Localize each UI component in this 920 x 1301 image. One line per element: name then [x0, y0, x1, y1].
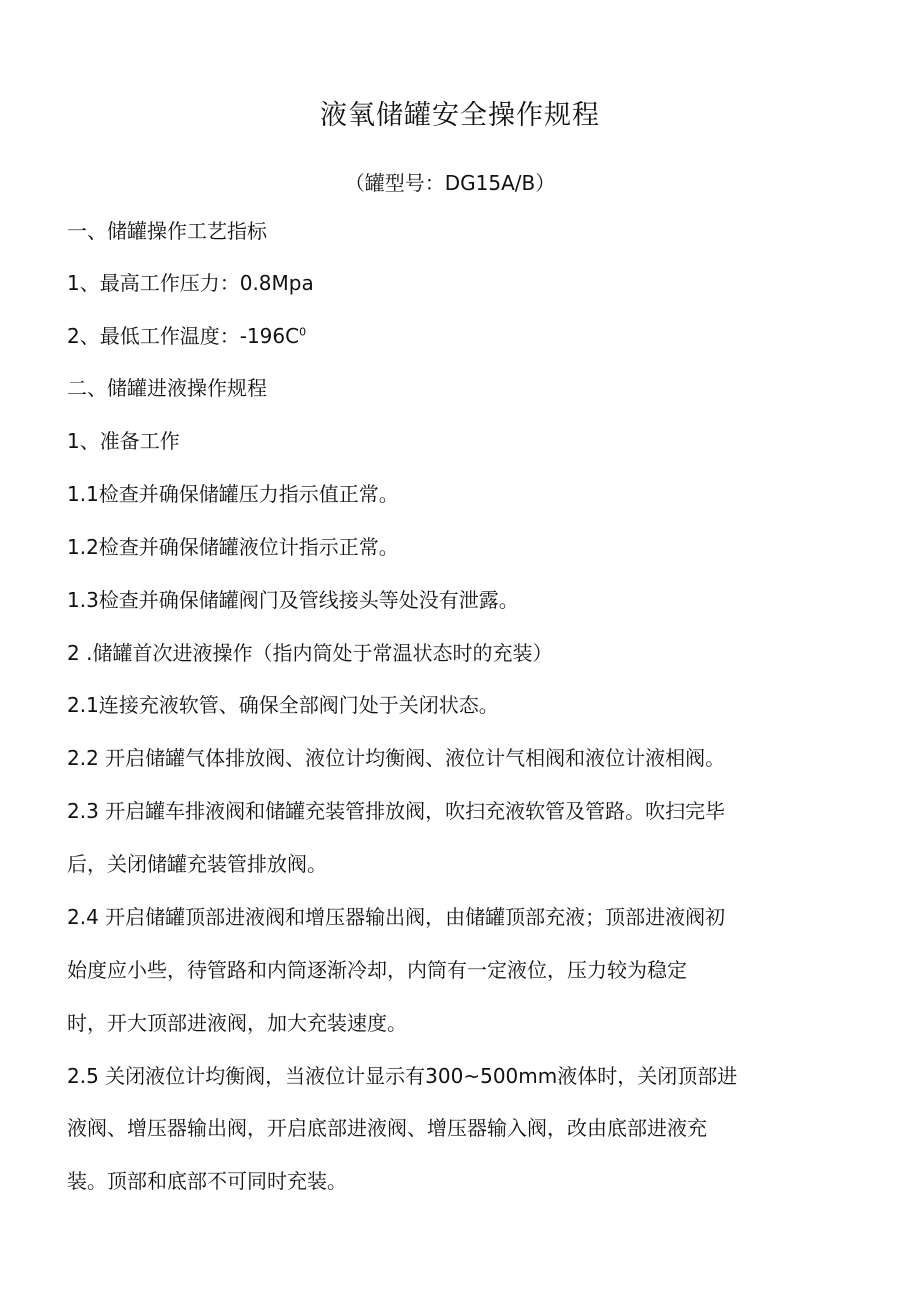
- paragraph-line: 2.1连接充液软管、确保全部阀门处于关闭状态。: [67, 693, 499, 717]
- document-title: 液氧储罐安全操作规程: [320, 100, 600, 131]
- paragraph-line: 1、准备工作: [67, 429, 180, 453]
- paragraph-line: 2.3 开启罐车排液阀和储罐充装管排放阀，吹扫充液软管及管路。吹扫完毕: [67, 799, 726, 823]
- paragraph-line: 2.2 开启储罐气体排放阀、液位计均衡阀、液位计气相阀和液位计液相阀。: [67, 746, 726, 770]
- section-heading: 二、储罐进液操作规程: [67, 376, 267, 400]
- paragraph-line: 时，开大顶部进液阀，加大充装速度。: [67, 1011, 407, 1035]
- paragraph-line: 始度应小些，待管路和内筒逐渐冷却，内筒有一定液位，压力较为稳定: [67, 958, 687, 982]
- paragraph-line: 液阀、增压器输出阀，开启底部进液阀、增压器输入阀，改由底部进液充: [67, 1116, 707, 1140]
- section-heading: 一、储罐操作工艺指标: [67, 219, 267, 243]
- document-subtitle: （罐型号：DG15A/B）: [344, 171, 556, 195]
- paragraph-line: 1.1检查并确保储罐压力指示值正常。: [67, 482, 399, 506]
- paragraph-line: 2.5 关闭液位计均衡阀，当液位计显示有300~500mm液体时，关闭顶部进: [67, 1064, 738, 1088]
- paragraph-line: 1.3检查并确保储罐阀门及管线接头等处没有泄露。: [67, 588, 519, 612]
- paragraph-line: 装。顶部和底部不可同时充装。: [67, 1169, 347, 1193]
- paragraph-line: 2.4 开启储罐顶部进液阀和增压器输出阀，由储罐顶部充液；顶部进液阀初: [67, 905, 726, 929]
- paragraph-line: 后，关闭储罐充装管排放阀。: [67, 852, 327, 876]
- temperature-text: 2、最低工作温度：-196C: [67, 324, 300, 348]
- paragraph-line: 1.2检查并确保储罐液位计指示正常。: [67, 535, 399, 559]
- temperature-superscript: 0: [299, 325, 307, 339]
- paragraph-line: 1、最高工作压力：0.8Mpa: [67, 271, 314, 295]
- paragraph-line: [67, 321, 306, 351]
- paragraph-line: 2 .储罐首次进液操作（指内筒处于常温状态时的充装）: [67, 641, 553, 665]
